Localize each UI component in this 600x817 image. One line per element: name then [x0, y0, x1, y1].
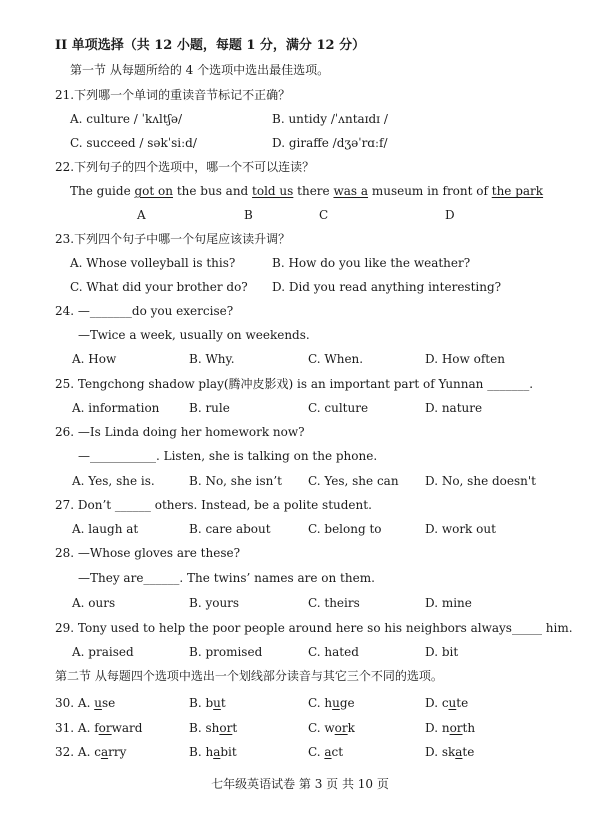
- option-d[interactable]: [425, 720, 475, 736]
- option-d[interactable]: D. Did you read anything interesting?: [272, 280, 502, 294]
- question-stem: 26. —Is Linda doing her homework now?: [55, 425, 305, 439]
- option-a[interactable]: A. How: [72, 352, 117, 366]
- option-text: se: [101, 696, 116, 710]
- question-stem: 22.下列句子的四个选项中，哪一个不可以连读？: [55, 160, 315, 174]
- underlined-letters: a: [455, 745, 463, 759]
- option-b[interactable]: B. Why.: [189, 352, 235, 366]
- underlined-part-a: got on: [134, 184, 173, 198]
- option-text: t: [232, 721, 238, 735]
- dialogue-reply: —They are______. The twins’ names are on them.: [78, 571, 375, 585]
- question-stem: 23.下列四个句子中哪一个句尾应该读升调？: [55, 232, 291, 246]
- underlined-letters: u: [332, 696, 340, 710]
- option-c[interactable]: C: [319, 208, 329, 222]
- option-b[interactable]: B. rule: [189, 401, 230, 415]
- option-c[interactable]: C. theirs: [308, 596, 360, 610]
- option-b[interactable]: B: [244, 208, 253, 222]
- option-c[interactable]: C. When.: [308, 352, 364, 366]
- dialogue-reply: —Twice a week, usually on weekends.: [78, 328, 310, 342]
- question-number: 30. A.: [55, 696, 95, 710]
- option-d[interactable]: D. mine: [425, 596, 472, 610]
- option-d[interactable]: D. No, she doesn't: [425, 474, 536, 488]
- option-text: D. n: [425, 721, 450, 735]
- part2-instructions: 第二节 从每题四个选项中选出一个划线部分读音与其它三个不同的选项。: [55, 669, 443, 683]
- option-b[interactable]: [189, 744, 237, 760]
- question-stem: 28. —Whose gloves are these?: [55, 546, 241, 560]
- option-text: bit: [220, 745, 237, 759]
- underlined-letters: u: [448, 696, 457, 710]
- underlined-letters: or: [219, 721, 233, 735]
- option-d[interactable]: D. How often: [425, 352, 505, 366]
- underlined-letters: a: [100, 745, 109, 759]
- option-c[interactable]: C. belong to: [308, 522, 382, 536]
- option-a[interactable]: A. information: [72, 401, 160, 415]
- underlined-letters: or: [98, 721, 112, 735]
- question-stem: 25. Tengchong shadow play(腾冲皮影戏) is an important part of Yunnan _______.: [55, 377, 534, 391]
- option-c[interactable]: [308, 695, 355, 711]
- option-d[interactable]: D: [445, 208, 455, 222]
- option-a[interactable]: A: [137, 208, 146, 222]
- underlined-part-c: was a: [333, 184, 369, 198]
- question-stem: 21.下列哪一个单词的重读音节标记不正确？: [55, 88, 291, 102]
- option-text: te: [456, 696, 469, 710]
- option-text: te: [462, 745, 475, 759]
- option-a[interactable]: A. praised: [72, 645, 134, 659]
- underlined-letters: or: [334, 721, 348, 735]
- option-b[interactable]: [189, 720, 237, 736]
- sentence-text: The guide: [70, 184, 135, 198]
- sentence-text: the bus and: [173, 184, 253, 198]
- option-text: ct: [331, 745, 344, 759]
- option-text: c: [94, 745, 101, 759]
- option-d[interactable]: [425, 695, 468, 711]
- option-b[interactable]: B. untidy /ˈʌntaɪdɪ /: [272, 112, 388, 126]
- option-a[interactable]: A. ours: [72, 596, 116, 610]
- page-footer: 七年级英语试卷 第 3 页 共 10 页: [211, 777, 389, 791]
- option-d[interactable]: D. nature: [425, 401, 483, 415]
- underlined-part-d: the park: [491, 184, 544, 198]
- dialogue-reply: —___________. Listen, she is talking on the phone.: [78, 449, 378, 463]
- option-d[interactable]: D. work out: [425, 522, 496, 536]
- question-number: 32. A.: [55, 745, 95, 759]
- option-a[interactable]: [55, 695, 115, 711]
- stem-text: do you exercise?: [131, 304, 234, 318]
- answer-blank: _______: [89, 304, 132, 318]
- option-text: th: [462, 721, 476, 735]
- option-text: k: [347, 721, 355, 735]
- option-text: ward: [111, 721, 143, 735]
- option-d[interactable]: D. giraffe /dʒəˈrɑːf/: [272, 136, 388, 150]
- question-stem: [55, 303, 233, 319]
- option-text: C. h: [308, 696, 333, 710]
- question-stem: 29. Tony used to help the poor people around here so his neighbors always_____ him.: [55, 621, 573, 635]
- sentence-text: there: [293, 184, 334, 198]
- question-stem: 27. Don’t ______ others. Instead, be a polite student.: [55, 498, 372, 512]
- option-text: C.: [308, 745, 325, 759]
- option-text: ge: [339, 696, 355, 710]
- option-text: B. h: [189, 745, 214, 759]
- option-c[interactable]: [308, 744, 343, 760]
- option-d[interactable]: D. bit: [425, 645, 459, 659]
- option-b[interactable]: B. No, she isn’t: [189, 474, 282, 488]
- option-c[interactable]: C. succeed / səkˈsiːd/: [70, 136, 197, 150]
- option-c[interactable]: C. Yes, she can: [308, 474, 399, 488]
- option-text: D. sk: [425, 745, 456, 759]
- option-text: B. b: [189, 696, 214, 710]
- option-b[interactable]: B. promised: [189, 645, 263, 659]
- option-b[interactable]: B. How do you like the weather?: [272, 256, 471, 270]
- option-a[interactable]: A. culture / ˈkʌltʃə/: [70, 112, 183, 126]
- option-a[interactable]: A. Whose volleyball is this?: [70, 256, 236, 270]
- sentence-text: museum in front of: [368, 184, 492, 198]
- option-a[interactable]: [55, 720, 142, 736]
- stem-text: 24. —: [55, 304, 90, 318]
- option-a[interactable]: A. laugh at: [72, 522, 139, 536]
- underlined-letters: a: [324, 745, 332, 759]
- underlined-letters: or: [449, 721, 463, 735]
- option-text: t: [220, 696, 226, 710]
- option-c[interactable]: C. hated: [308, 645, 359, 659]
- underlined-letters: u: [213, 696, 221, 710]
- option-text: C. w: [308, 721, 335, 735]
- option-b[interactable]: [189, 695, 226, 711]
- section-title: II 单项选择（共 12 小题，每题 1 分，满分 12 分）: [55, 38, 366, 53]
- option-c[interactable]: [308, 720, 355, 736]
- underlined-letters: a: [213, 745, 221, 759]
- option-d[interactable]: [425, 744, 474, 760]
- option-text: rry: [108, 745, 127, 759]
- option-text: f: [94, 721, 99, 735]
- underlined-part-b: told us: [252, 184, 294, 198]
- option-a[interactable]: [55, 744, 126, 760]
- question-sentence: [70, 183, 543, 199]
- option-a[interactable]: A. Yes, she is.: [72, 474, 155, 488]
- option-text: B. sh: [189, 721, 220, 735]
- option-b[interactable]: B. care about: [189, 522, 271, 536]
- option-b[interactable]: B. yours: [189, 596, 240, 610]
- option-text: D. c: [425, 696, 449, 710]
- underlined-letters: u: [94, 696, 102, 710]
- question-number: 31. A.: [55, 721, 95, 735]
- part1-instructions: 第一节 从每题所给的 4 个选项中选出最佳选项。: [70, 63, 330, 77]
- option-c[interactable]: C. What did your brother do?: [70, 280, 248, 294]
- option-c[interactable]: C. culture: [308, 401, 369, 415]
